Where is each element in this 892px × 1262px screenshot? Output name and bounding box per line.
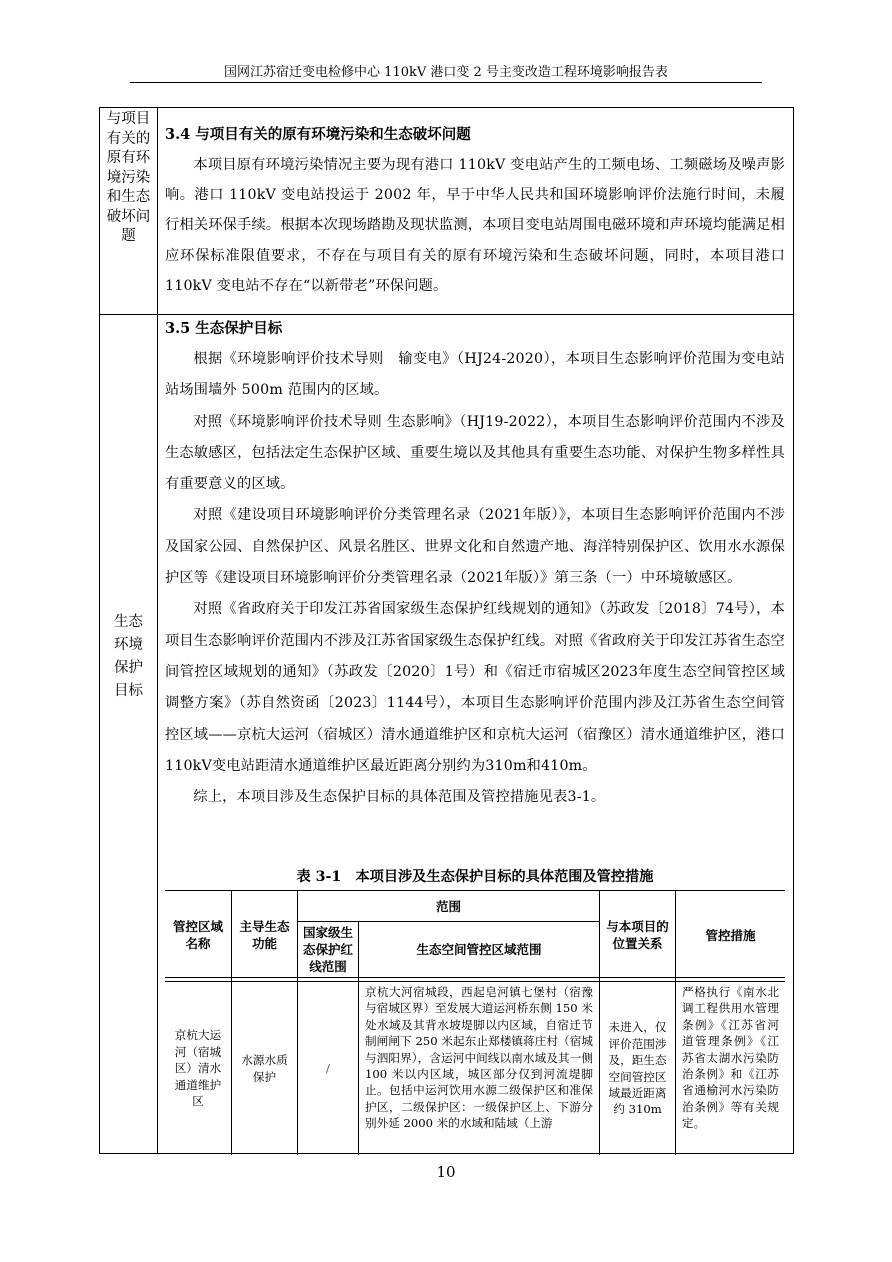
page-number: 10 bbox=[436, 1163, 456, 1181]
section-2-title: 3.5 生态保护目标 bbox=[165, 320, 283, 337]
header-area-name: 管控区域名称 bbox=[172, 919, 223, 951]
header-provincial-scope: 生态空间管控区域范围 bbox=[416, 942, 542, 957]
row-measures: 严格执行《南水北调工程供用水管理条例》《江苏省河道管理条例》《江苏省太湖水污染防治条例》和《江苏省通榆河水污染防治条例》等有关规定。 bbox=[682, 985, 779, 1131]
table-title: 表 3-1 本项目涉及生态保护目标的具体范围及管控措施 bbox=[296, 869, 654, 885]
section-1-side-label: 与项目有关的原有环境污染和生态破坏问题 bbox=[106, 111, 151, 244]
label-column-divider bbox=[157, 108, 158, 1153]
section-2-side-label: 生态环境保护目标 bbox=[114, 614, 143, 699]
content-frame bbox=[99, 107, 794, 1154]
header-national-redline: 国家级生态保护红线范围 bbox=[302, 925, 353, 974]
row-provincial-scope: 京杭大河宿城段，西起皂河镇七堡村（宿豫与宿城区界）至发展大道运河桥东侧 150 米处水域及其背水坡堤脚以内区域，自宿迁节制闸闸下 250 米起东止郑楼镇蒋庄村（宿城与泗阳界），含运河中间线以南水域及其一侧 100 米以内区域，城区部分仅到河流堤脚止。包括中运河饮用水源二级保护区和准保护区，二级保护区：一级保护区上、下游分别外延 2000 米的水域和陆域（上游 bbox=[365, 985, 593, 1131]
protection-target-table bbox=[165, 890, 785, 1155]
page-header: 国网江苏宿迁变电检修中心 110kV 港口变 2 号主变改造工程环境影响报告表 bbox=[224, 65, 668, 80]
header-scope: 范围 bbox=[435, 898, 461, 914]
header-rule bbox=[130, 82, 762, 83]
section-2-paragraph-3: 对照《建设项目环境影响评价分类管理名录（2021年版）》，本项目生态影响评价范围内不涉及国家公园、自然保护区、风景名胜区、世界文化和自然遗产地、海洋特别保护区、饮用水水源保护区等《建设项目环境影响评价分类管理名录（2021年版）》第三条（一）中环境敏感区。 bbox=[165, 507, 785, 587]
header-measures: 管控措施 bbox=[705, 927, 756, 943]
section-2-paragraph-2: 对照《环境影响评价技术导则 生态影响》（HJ19-2022），本项目生态影响评价范围内不涉及生态敏感区，包括法定生态保护区域、重要生境以及其他具有重要生态功能、对保护生物多样性具有重要意义的区域。 bbox=[165, 413, 785, 493]
header-function: 主导生态功能 bbox=[239, 919, 290, 951]
row-position: 未进入，仅评价范围涉及，距生态空间管控区域最近距离约 310m bbox=[608, 1020, 667, 1117]
row-national-redline: / bbox=[326, 1061, 330, 1076]
row-function: 水源水质保护 bbox=[241, 1053, 288, 1084]
section-1-title: 3.4 与项目有关的原有环境污染和生态破坏问题 bbox=[165, 126, 471, 143]
header-position: 与本项目的位置关系 bbox=[606, 919, 669, 951]
section-1-content bbox=[165, 120, 785, 301]
section-2-paragraph-4: 对照《省政府关于印发江苏省国家级生态保护红线规划的通知》（苏政发〔2018〕74号），本项目生态影响评价范围内不涉及江苏省国家级生态保护红线。对照《省政府关于印发江苏省生态空间管控区域规划的通知》（苏政发〔2020〕1号）和《宿迁市宿城区2023年度生态空间管控区域调整方案》（苏自然资函〔2023〕1144号），本项目生态影响评价范围内涉及江苏省生态空间管控区域——京杭大运河（宿城区）清水通道维护区和京杭大运河（宿豫区）清水通道维护区，港口110kV变电站距清水通道维护区最近距离分别约为310m和410m。 bbox=[165, 601, 785, 774]
section-2-paragraph-5: 综上，本项目涉及生态保护目标的具体范围及管控措施见表3-1。 bbox=[193, 789, 606, 806]
section-1-paragraph: 本项目原有环境污染情况主要为现有港口 110kV 变电站产生的工频电场、工频磁场及噪声影响。港口 110kV 变电站投运于 2002 年，早于中华人民共和国环境影响评价法施行时间，未履行相关环保手续。根据本次现场踏勘及现状监测，本项目变电站周围电磁环境和声环境均能满足相应环保标准限值要求，不存在与项目有关的原有环境污染和生态破坏问题，同时，本项目港口 110kV 变电站不存在“以新带老”环保问题。 bbox=[165, 157, 785, 294]
section-2-content bbox=[165, 314, 785, 813]
section-2-paragraph-1: 根据《环境影响评价技术导则 输变电》（HJ24-2020），本项目生态影响评价范围为变电站站场围墙外 500m 范围内的区域。 bbox=[165, 351, 785, 399]
row-area-name: 京杭大运河（宿城区）清水通道维护区 bbox=[174, 1028, 222, 1109]
